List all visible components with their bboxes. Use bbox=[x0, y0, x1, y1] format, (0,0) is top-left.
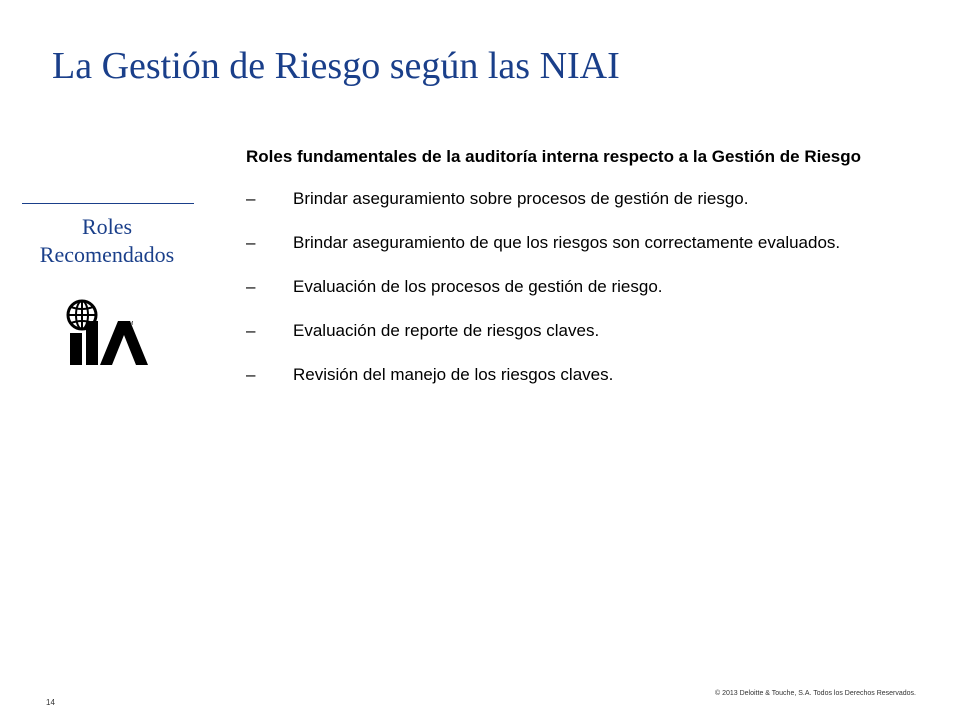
content-block bbox=[246, 146, 910, 408]
copyright-footer: © 2013 Deloitte & Touche, S.A. Todos los Derechos Reservados. bbox=[714, 690, 916, 697]
side-label-line1: Roles bbox=[81, 214, 133, 239]
bullet-dash: – bbox=[246, 321, 256, 340]
bullet-list bbox=[246, 188, 910, 386]
bullet-dash: – bbox=[246, 365, 256, 384]
list-item bbox=[246, 320, 910, 342]
bullet-dash: – bbox=[246, 277, 256, 296]
list-item bbox=[246, 232, 910, 254]
list-item bbox=[246, 188, 910, 210]
iia-globe-logo bbox=[66, 297, 148, 367]
list-item bbox=[246, 364, 910, 386]
bullet-dash: – bbox=[246, 233, 256, 252]
list-item bbox=[246, 276, 910, 298]
bullet-text: Evaluación de los procesos de gestión de riesgo. bbox=[293, 277, 663, 296]
slide-title: La Gestión de Riesgo según las NIAI bbox=[52, 45, 620, 87]
side-label bbox=[14, 213, 200, 269]
page-number: 14 bbox=[46, 698, 55, 707]
content-heading: Roles fundamentales de la auditoría interna respecto a la Gestión de Riesgo bbox=[246, 147, 861, 166]
bullet-text: Evaluación de reporte de riesgos claves. bbox=[293, 321, 600, 340]
side-divider bbox=[22, 203, 194, 204]
bullet-text: Brindar aseguramiento de que los riesgos son correctamente evaluados. bbox=[293, 233, 841, 252]
bullet-text: Brindar aseguramiento sobre procesos de gestión de riesgo. bbox=[293, 189, 749, 208]
bullet-text: Revisión del manejo de los riesgos claves. bbox=[293, 365, 614, 384]
svg-text:TM: TM bbox=[126, 321, 134, 327]
side-label-line2: Recomendados bbox=[39, 242, 175, 267]
bullet-dash: – bbox=[246, 189, 256, 208]
